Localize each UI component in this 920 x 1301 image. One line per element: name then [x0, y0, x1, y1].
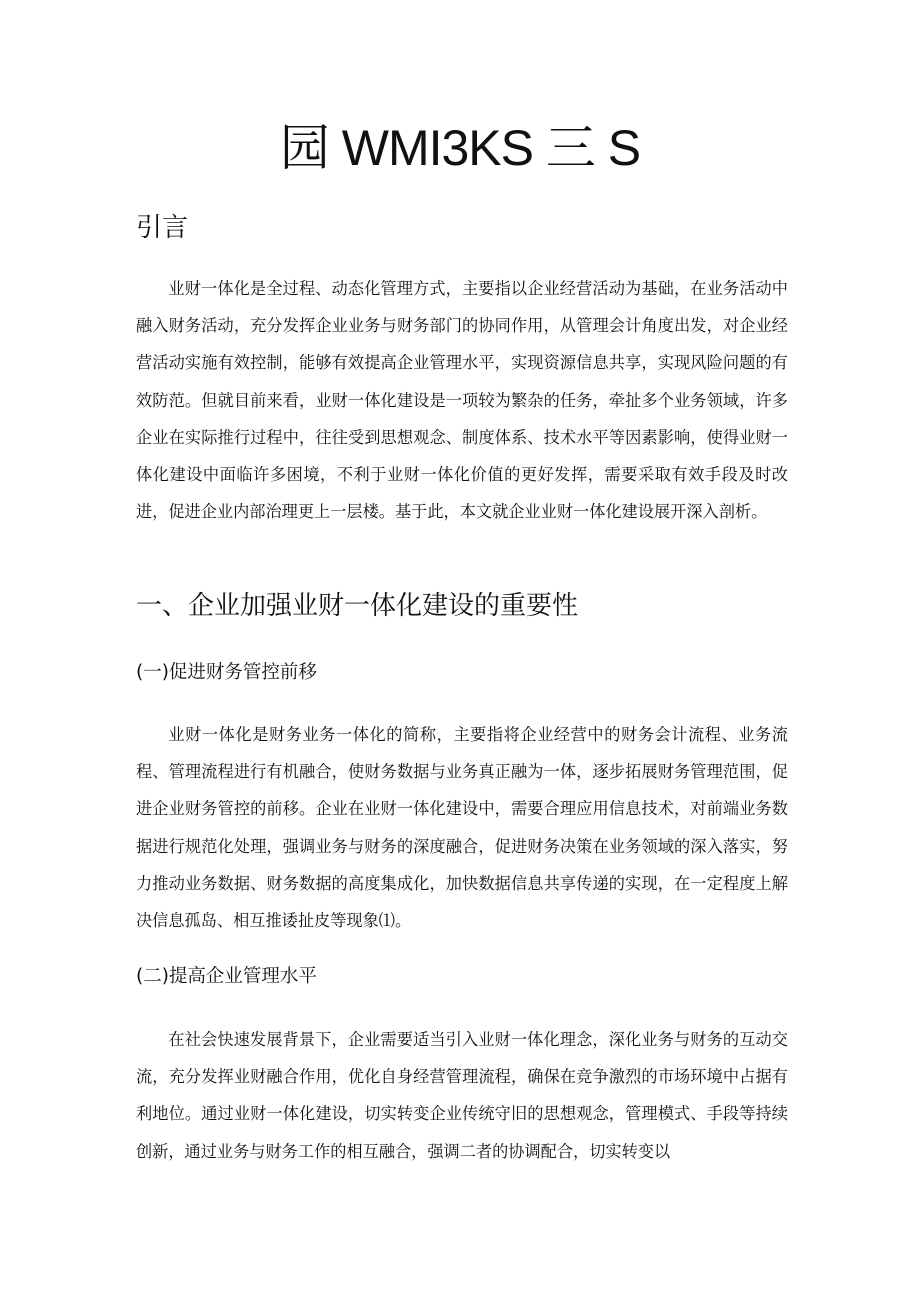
intro-heading: 引言 — [136, 213, 189, 243]
subsection-2-heading: (二)提高企业管理水平 — [136, 966, 317, 987]
subsection-2-paragraph: 在社会快速发展背景下，企业需要适当引入业财一体化理念，深化业务与财务的互动交流，充分发挥业财融合作用，优化自身经营管理流程，确保在竞争激烈的市场环境中占据有利地位。通过业财一体化建设，切实转变企业传统守旧的思想观念，管理模式、手段等持续创新，通过业务与财务工作的相互融合，强调二者的协调配合，切实转变以 — [136, 1030, 788, 1161]
subsection-1-heading: (一)促进财务管控前移 — [136, 662, 317, 683]
intro-paragraph: 业财一体化是全过程、动态化管理方式，主要指以企业经营活动为基础，在业务活动中融入财务活动，充分发挥企业业务与财务部门的协同作用，从管理会计角度出发，对企业经营活动实施有效控制，能够有效提高企业管理水平，实现资源信息共享，实现风险问题的有效防范。但就目前来看，业财一体化建设是一项较为繁杂的任务，牵扯多个业务领域，许多企业在实际推行过程中，往往受到思想观念、制度体系、技术水平等因素影响，使得业财一体化建设中面临许多困境，不利于业财一体化价值的更好发挥，需要采取有效手段及时改进，促进企业内部治理更上一层楼。基于此，本文就企业业财一体化建设展开深入剖析。 — [136, 279, 788, 522]
document-title: 园 WMI3KS 三 S — [279, 120, 641, 176]
section-1-heading: 一、企业加强业财一体化建设的重要性 — [136, 591, 579, 621]
subsection-1-paragraph: 业财一体化是财务业务一体化的简称，主要指将企业经营中的财务会计流程、业务流程、管理流程进行有机融合，使财务数据与业务真正融为一体，逐步拓展财务管理范围，促进企业财务管控的前移。企业在业财一体化建设中，需要合理应用信息技术，对前端业务数据进行规范化处理，强调业务与财务的深度融合，促进财务决策在业务领域的深入落实，努力推动业务数据、财务数据的高度集成化，加快数据信息共享传递的实现，在一定程度上解决信息孤岛、相互推诿扯皮等现象⑴。 — [136, 725, 788, 931]
